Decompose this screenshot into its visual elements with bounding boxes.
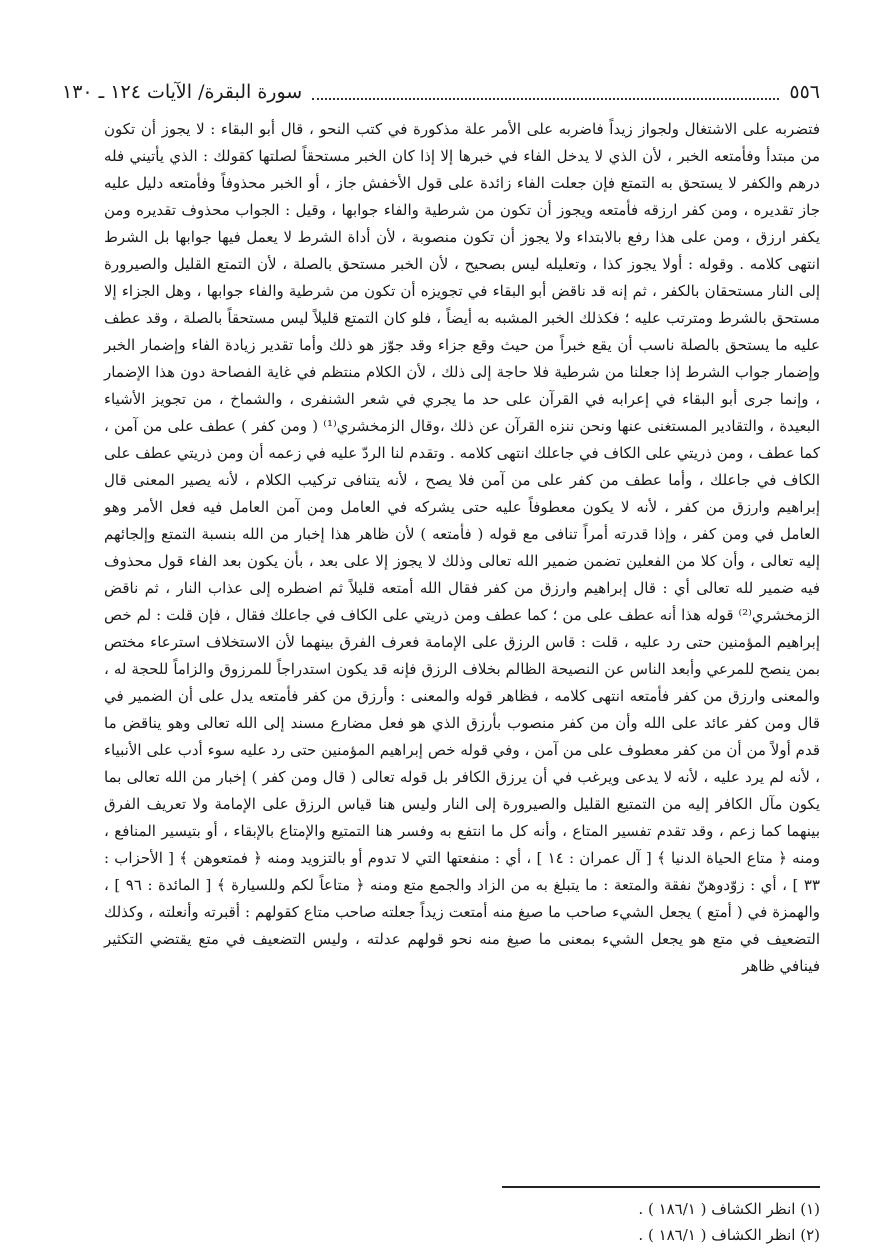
body-text <box>104 116 821 975</box>
section-title: سورة البقرة/ الآيات ١٢٤ ـ ١٣٠ <box>62 81 303 103</box>
footnote-1: (١) انظر الكشاف ( ١٨٦/١ ) . <box>638 1200 820 1218</box>
footnote-2: (٢) انظر الكشاف ( ١٨٦/١ ) . <box>638 1226 820 1244</box>
running-header <box>62 78 820 106</box>
dotted-leader <box>312 84 779 100</box>
footnotes <box>420 1196 820 1248</box>
body-paragraph: فتضربه على الاشتغال ولجواز زيداً فاضربه على الأمر علة مذكورة في كتب النحو ، قال أبو البقاء : لا يجوز أن تكون من مبتدأ وفأمتعه الخبر ، لأن الذي لا يدخل الفاء في خبرها إلا إذا كان الخبر مستحقاً لصلتها كقولك : الذي يأتيني فله درهم والكفر لا يستحق به التمتع فإن جعلت الفاء زائدة على قول الأخفش جاز ، أو الخبر محذوفاً وفأمتعه دليل عليه جاز تقديره ، ومن كفر ارزقه فأمتعه ويجوز أن تكون من شرطية والفاء جوابها ، وقيل : الجواب محذوف تقديره ومن يكفر ارزق ، ومن على هذا رفع بالابتداء ولا يجوز أن تكون منصوبة ، لأن أداة الشرط لا يعمل فيها جوابها بل الشرط انتهى كلامه . وقوله : أولا يجوز كذا ، وتعليله ليس بصحيح ، لأن الخبر مستحق بالصلة ، لأن التمتع القليل والصيرورة إلى النار مستحقان بالكفر ، ثم إنه قد ناقض أبو البقاء في تجويزه أن تكون من شرطية والفاء جوابها ، وهل الجزاء إلا مستحق بالشرط ومترتب عليه ؛ فكذلك الخبر المشبه به أيضاً ، فلو كان التمتع قليلاً ليس مستحقاً بالصلة ، وقد عطف عليه ما يستحق بالصلة ناسب أن يقع خبراً من حيث وقع جزاء وقد جوّز هو ذلك وأما تقدير زيادة الفاء وإضمار الخبر وإضمار جواب الشرط إذا جعلنا من شرطية فلا حاجة إلى ذلك ، لأن الكلام منتظم في غاية الفصاحة دون هذا الإضمار ، وإنما جرى أبو البقاء في إعرابه في القرآن على حد ما يجري في شعر الشنفرى ، والشماخ ، من تجويز الأشياء البعيدة ، والتقادير المستغنى عنها ونحن ننزه القرآن عن ذلك ،وقال الزمخشري⁽¹⁾ ( ومن كفر ) عطف على من آمن ، كما عطف ، ومن ذريتي على الكاف في جاعلك انتهى كلامه . وتقدم لنا الردّ عليه في زعمه أن ومن ذريتي عطف على الكاف في جاعلك ، وأما عطف من كفر على من آمن فلا يصح ، لأنه يتنافى تركيب الكلام ، لأنه يصير المعنى قال إبراهيم وارزق من كفر ، لأنه لا يكون معطوفاً عليه حتى يشركه في العامل ومن آمن العامل فيه فعل الأمر وهو العامل في ومن كفر ، وإذا قدرته أمراً تنافى مع قوله ( فأمتعه ) لأن ظاهر هذا إخبار من الله بنسبة التمتع وإلجائهم إليه تعالى ، وأن كلا من الفعلين تضمن ضمير الله تعالى وذلك لا يجوز إلا على بعد ، بأن يكون بعد الفاء قول محذوف فيه ضمير لله تعالى أي : قال إبراهيم وارزق من كفر فقال الله أمتعه قليلاً ثم اضطره إلى عذاب النار ، ثم ناقض الزمخشري⁽²⁾ قوله هذا أنه عطف على من ؛ كما عطف ومن ذريتي على الكاف في جاعلك فقال ، فإن قلت : لم خص إبراهيم المؤمنين حتى رد عليه ، قلت : قاس الرزق على الإمامة فعرف الفرق بينهما لأن الاستخلاف استرعاء مختص بمن ينصح للمرعي وأبعد الناس عن النصيحة الظالم بخلاف الرزق فإنه قد يكون استدراجاً للمرزوق والزاماً للحجة له ، والمعنى وارزق من كفر فأمتعه انتهى كلامه ، فظاهر قوله والمعنى : وأرزق من كفر فأمتعه يدل على أن الضمير في قال ومن كفر عائد على الله وأن من كفر منصوب بأرزق الذي هو فعل مضارع مسند إلى الله تعالى وهو يناقض ما قدم أولاً من أن من كفر معطوف على من آمن ، وفي قوله خص إبراهيم المؤمنين حتى رد عليه سوء أدب على الأنبياء ، لأنه لم يرد عليه ، لأنه لا يدعى ويرغب في أن يرزق الكافر بل قوله تعالى ( قال ومن كفر ) إخبار من الله تعالى بما يكون مآل الكافر إليه من التمتيع القليل والصيرورة إلى النار وليس هنا قياس الرزق على الإمامة ولا تعريف الفرق بينهما كما زعم ، وقد تقدم تفسير المتاع ، وأنه كل ما انتفع به وفسر هنا التمتيع والإمتاع بالإبقاء ، أو بتيسير المنافع ، ومنه ﴿ متاع الحياة الدنيا ﴾ [ آل عمران : ١٤ ] ، أي : منفعتها التي لا تدوم أو بالتزويد ومنه ﴿ فمتعوهن ﴾ [ الأحزاب : ٣٣ ] ، أي : زوّدوهنّ نفقة والمتعة : ما يتبلغ به من الزاد والجمع متع ومنه ﴿ متاعاً لكم وللسيارة ﴾ [ المائدة : ٩٦ ] ، والهمزة في ( أمتع ) يجعل الشيء صاحب ما صيغ منه أمتعت زيداً جعلته صاحب متاع كقولهم : أقبرته وأنعلته ، وكذلك التضعيف في متع هو يجعل الشيء بمعنى ما صيغ منه نحو قولهم عدلته ، وليس التضعيف في متع يقتضي التكثير فينافي ظاهر <box>104 120 821 975</box>
footnote-divider <box>502 1186 820 1188</box>
page-number: ٥٥٦ <box>789 81 820 103</box>
